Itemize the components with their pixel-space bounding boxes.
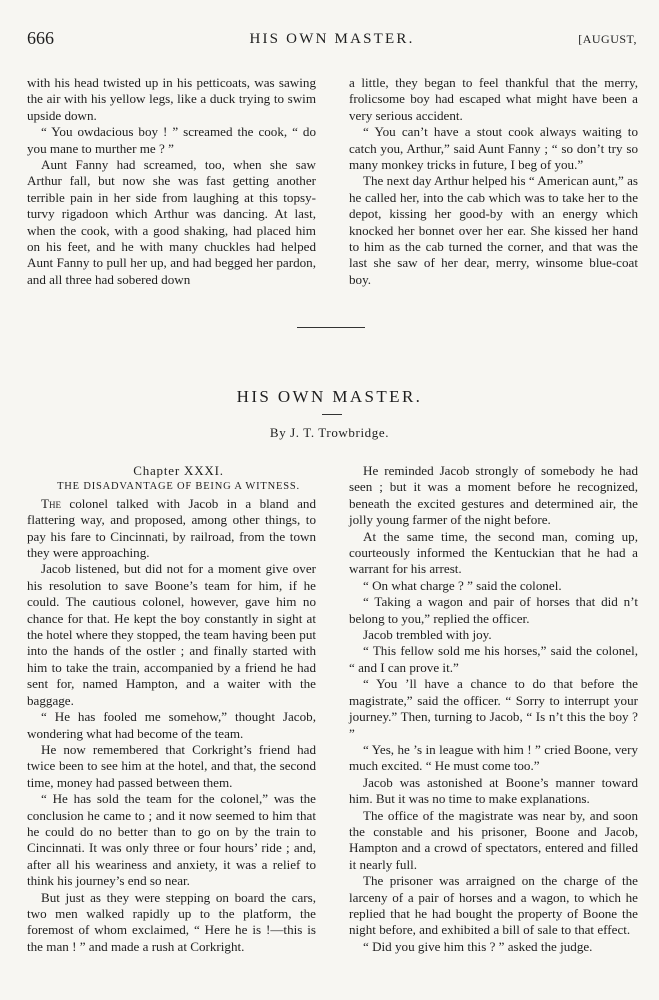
article-paragraph: “ He has sold the team for the colonel,” was the conclusion he came to ; and it now seemed to him that he could do no better than to go on by the train to Cincinnati. It was only three or four hours’ ride ; and, after all his weariness and anxiety, it was a relief to think his journey’s end so near.	[27, 791, 316, 889]
opening-word: The	[41, 495, 61, 511]
chapter-title: THE DISADVANTAGE OF BEING A WITNESS.	[57, 481, 300, 493]
page-number: 666	[27, 28, 54, 48]
opening-text: colonel talked with Jacob in a bland and flattering way, and proposed, among other things, to pay his fare to Cincinnati, by railroad, from the town they were approaching.	[27, 495, 316, 561]
title-divider	[322, 414, 342, 415]
previous-story-paragraph: with his head twisted up in his petticoats, was sawing the air with his yellow legs, like a duck trying to swim upside down.	[27, 75, 316, 123]
article-paragraph: Jacob was astonished at Boone’s manner toward him. But it was no time to make explanations.	[349, 774, 638, 807]
article-paragraph: The office of the magistrate was near by, and soon the constable and his prisoner, Boone and Jacob, Hampton and a crowd of spectators, entered and filled it nearly full.	[349, 807, 638, 872]
article-paragraph: Jacob trembled with joy.	[363, 627, 492, 643]
article-paragraph: “ Taking a wagon and pair of horses that did n’t belong to you,” replied the officer.	[349, 594, 638, 626]
article-left-column	[27, 463, 316, 955]
chapter-heading: Chapter XXXI.	[133, 463, 224, 478]
previous-story-left-column	[27, 75, 316, 288]
article-paragraph: “ Did you give him this ? ” asked the judge.	[363, 938, 593, 954]
article-paragraph: At the same time, the second man, coming up, courteously informed the Kentuckian that he had a warrant for his arrest.	[349, 528, 638, 577]
article-paragraph: “ You ’ll have a chance to do that before the magistrate,” said the officer. “ Sorry to interrupt your journey.” Then, turning to Jacob, “ Is n’t this the boy ? ”	[349, 676, 638, 741]
article-paragraph: He reminded Jacob strongly of somebody he had seen ; but it was a moment before he recognized, beneath the excited gestures and determined air, the jolly young farmer of the night before.	[349, 463, 638, 528]
previous-story-paragraph: Aunt Fanny had screamed, too, when she saw Arthur fall, but now she was fast getting another terrible pain in her side from laughing at this topsy-turvy rigadoon which Arthur was dancing. At last, when the cook, with a good shaking, had placed him on his feet, and he with many chuckles had helped Aunt Fanny to pull her up, and had begged her pardon, and all three had sobered down	[27, 157, 316, 287]
running-head	[27, 28, 637, 52]
previous-story-paragraph: a little, they began to feel thankful that the merry, frolicsome boy had escaped what might have been a very serious accident.	[349, 75, 638, 123]
previous-story-right-column	[349, 75, 638, 288]
previous-story-paragraph: “ You can’t have a stout cook always waiting to catch you, Arthur,” said Aunt Fanny ; “ so don’t try so many monkey tricks in future, I beg of you.”	[349, 124, 638, 173]
previous-story-paragraph: “ You owdacious boy ! ” screamed the cook, “ do you mane to murther me ? ”	[27, 124, 316, 156]
article-paragraph: The prisoner was arraigned on the charge of the larceny of a pair of horses and a wagon, to which he replied that he had bought the property of Boone the night before, and exhibited a bill of sale to that effect.	[349, 873, 638, 938]
previous-story-paragraph: The next day Arthur helped his “ American aunt,” as he called her, into the cab which was to take her to the depot, kissing her good-by with an energy which knocked her bonnet over her ear. She kissed her hand to him as the cab turned the corner, and that was the last she saw of her dear, merry, winsome blue-coat boy.	[349, 173, 638, 287]
article-paragraph: “ He has fooled me somehow,” thought Jacob, wondering what had become of the team.	[27, 709, 316, 741]
article-paragraph: Jacob listened, but did not for a moment give over his resolution to save Boone’s team for him, if he could. The cautious colonel, however, gave him no chance for that. He kept the boy constantly in sight at the hotel where they stopped, the team having been put into the hands of the ostler ; and finally started with him to take the train, accompanied by a friend he had sent for, named Hampton, and a waiter with the baggage.	[27, 561, 316, 708]
article-paragraph: But just as they were stepping on board the cars, two men walked rapidly up to the platform, the foremost of whom exclaimed, “ Here he is !—this is the man ! ” and made a rush at Corkright.	[27, 889, 316, 954]
running-title: HIS OWN MASTER.	[249, 31, 415, 47]
article-paragraph: “ Yes, he ’s in league with him ! ” cried Boone, very much excited. “ He must come too.”	[349, 741, 638, 774]
article-paragraph	[27, 496, 316, 562]
article-paragraph: He now remembered that Corkright’s friend had twice been to see him at the hotel, and that, the second time, money had passed between them.	[27, 741, 316, 790]
byline: By J. T. Trowbridge.	[269, 425, 390, 440]
section-divider	[297, 327, 365, 328]
article-paragraph: “ This fellow sold me his horses,” said the colonel, “ and I can prove it.”	[349, 643, 638, 675]
article-right-column	[349, 463, 638, 955]
article-title: HIS OWN MASTER.	[236, 387, 423, 406]
running-month: [AUGUST,	[578, 32, 637, 46]
article-paragraph: “ On what charge ? ” said the colonel.	[363, 577, 562, 593]
